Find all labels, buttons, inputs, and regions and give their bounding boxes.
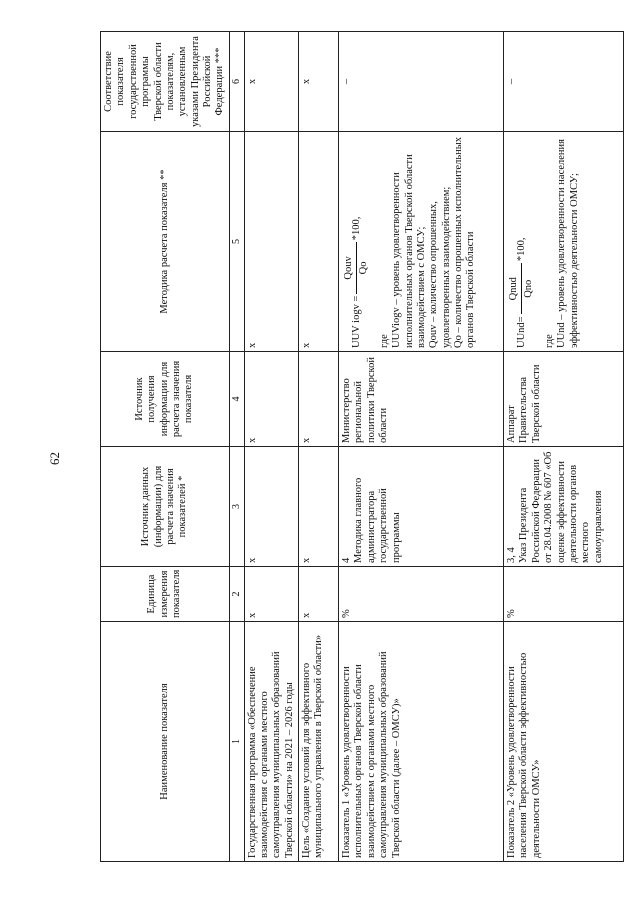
formula-fraction (343, 242, 371, 293)
column-number: 6 (229, 32, 244, 132)
cell-compliance: x (244, 32, 299, 132)
cell-name: Показатель 1 «Уровень удовлетворенности исполнительных органов Тверской области взаимодействием с органами местного самоуправления муниципальных образований Тверской области (далее – ОМСУ)» (339, 622, 504, 862)
indicator-table (100, 31, 624, 862)
cell-data-source: 4 Методика главного администратора государственной программы (339, 447, 504, 567)
cell-method: x (244, 132, 299, 352)
cell-unit: x (299, 567, 339, 622)
formula (343, 135, 371, 348)
formula-denominator: Qo (358, 261, 370, 275)
header-data-source: Источник данных (информации) для расчета значения показателей * (101, 447, 230, 567)
formula-lhs: UUnd= (515, 316, 527, 348)
cell-name: Государственная программа «Обеспечение взаимодействия с органами местного самоуправления муниципальных образований Тверской области» на 2021 – 2026 годы (244, 622, 299, 862)
page-number: 62 (47, 452, 62, 465)
cell-unit: x (244, 567, 299, 622)
header-indicator-name: Наименование показателя (101, 622, 230, 862)
method-description: где UUViogv – уровень удовлетворенности исполнительных органов Тверской области взаимодействием с ОМСУ; Qouv – количество опрошенных, удовлетворенных взаимодействием; Qo – количество опрошенных исполнительных органов Тверской области (378, 136, 477, 348)
column-number: 4 (229, 352, 244, 447)
cell-data-source: 3, 4 Указ Президента Российской Федерации от 28.04.2008 № 607 «Об оценке эффективности деятельности органов местного самоуправления (504, 447, 624, 567)
cell-name: Показатель 2 «Уровень удовлетворенности населения Тверской области эффективностью деятельности ОМСУ» (504, 622, 624, 862)
cell-data-source: x (244, 447, 299, 567)
column-number: 5 (229, 132, 244, 352)
formula-denominator: Qno (523, 279, 535, 298)
header-unit: Единица измерения показателя (101, 567, 230, 622)
cell-method: x (299, 132, 339, 352)
column-number-row (229, 32, 244, 862)
header-method: Методика расчета показателя ** (101, 132, 230, 352)
cell-info-source: x (244, 352, 299, 447)
cell-method (339, 132, 504, 352)
method-description: где UUnd – уровень удовлетворенности населения эффективностью деятельности ОМСУ; (543, 139, 580, 348)
cell-method (504, 132, 624, 352)
cell-info-source: Аппарат Правительства Тверской области (504, 352, 624, 447)
header-compliance: Соответствие показателя государственной программы Тверской области показателям, установленным указами Президента Российской Федерации *** (101, 32, 230, 132)
formula-lhs: UUV iogv = (350, 295, 362, 348)
formula-numerator: Qouv (343, 242, 357, 293)
column-number: 3 (229, 447, 244, 567)
cell-name: Цель «Создание условий для эффективного муниципального управления в Тверской области» (299, 622, 339, 862)
table-row-indicator-1 (339, 32, 504, 862)
formula-rhs: *100, (350, 216, 362, 241)
formula-fraction (508, 263, 536, 314)
column-number: 1 (229, 622, 244, 862)
table-row-indicator-2 (504, 32, 624, 862)
cell-data-source: x (299, 447, 339, 567)
cell-compliance: x (299, 32, 339, 132)
cell-compliance: – (339, 32, 504, 132)
table-row-goal (299, 32, 339, 862)
cell-unit: % (504, 567, 624, 622)
cell-info-source: Министерство региональной политики Тверской области (339, 352, 504, 447)
cell-info-source: x (299, 352, 339, 447)
formula (508, 135, 536, 348)
column-number: 2 (229, 567, 244, 622)
indicator-table-container (100, 32, 604, 862)
cell-unit: % (339, 567, 504, 622)
header-row (101, 32, 230, 862)
formula-numerator: Qnud (508, 263, 522, 314)
table-row-program (244, 32, 299, 862)
cell-compliance: – (504, 32, 624, 132)
formula-rhs: *100, (515, 237, 527, 262)
header-info-source: Источник получения информации для расчета значения показателя (101, 352, 230, 447)
